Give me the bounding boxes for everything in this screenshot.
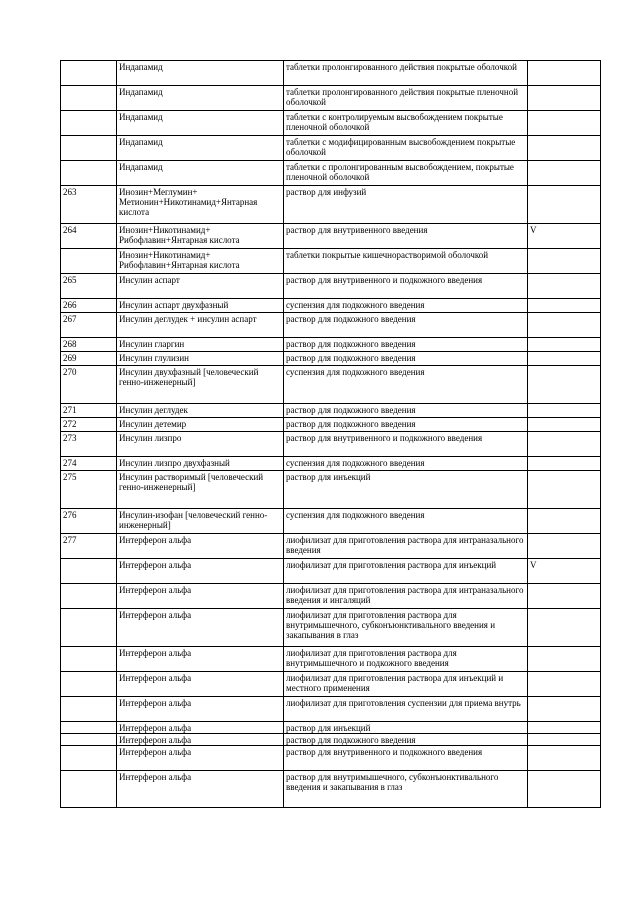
mark-cell [528, 771, 601, 808]
row-number-cell: 268 [61, 338, 117, 352]
table-row [61, 672, 601, 697]
dosage-form-cell: лиофилизат для приготовления раствора для инъекций [284, 559, 528, 584]
dosage-form-cell: таблетки с пролонгированным высвобождением, покрытые пленочной оболочкой [284, 161, 528, 186]
row-number-cell [61, 734, 117, 746]
mark-cell [528, 584, 601, 609]
row-number-cell [61, 722, 117, 734]
row-number-cell [61, 136, 117, 161]
drug-name-cell: Инсулин детемир [117, 418, 284, 432]
dosage-form-cell: раствор для инъекций [284, 471, 528, 509]
table-row [61, 313, 601, 338]
mark-cell [528, 534, 601, 559]
dosage-form-cell: таблетки пролонгированного действия покрытые пленочной оболочкой [284, 86, 528, 111]
drug-name-cell: Интерферон альфа [117, 584, 284, 609]
mark-cell [528, 313, 601, 338]
row-number-cell: 264 [61, 224, 117, 249]
dosage-form-cell: суспензия для подкожного введения [284, 509, 528, 534]
mark-cell [528, 111, 601, 136]
drug-name-cell: Инсулин двухфазный [человеческий генно-инженерный] [117, 366, 284, 404]
drug-name-cell: Индапамид [117, 136, 284, 161]
table-row [61, 338, 601, 352]
row-number-cell: 263 [61, 186, 117, 224]
table-row [61, 771, 601, 808]
drug-name-cell: Интерферон альфа [117, 534, 284, 559]
mark-cell: V [528, 224, 601, 249]
mark-cell [528, 86, 601, 111]
row-number-cell [61, 249, 117, 274]
dosage-form-cell: таблетки покрытые кишечнорастворимой оболочкой [284, 249, 528, 274]
row-number-cell [61, 86, 117, 111]
row-number-cell [61, 771, 117, 808]
mark-cell [528, 471, 601, 509]
dosage-form-cell: лиофилизат для приготовления суспензии для приема внутрь [284, 697, 528, 722]
table-row [61, 404, 601, 418]
mark-cell [528, 722, 601, 734]
table-body [61, 61, 601, 808]
dosage-form-cell: раствор для подкожного введения [284, 313, 528, 338]
mark-cell [528, 609, 601, 647]
row-number-cell: 277 [61, 534, 117, 559]
dosage-form-cell: суспензия для подкожного введения [284, 457, 528, 471]
row-number-cell: 272 [61, 418, 117, 432]
mark-cell [528, 161, 601, 186]
row-number-cell: 269 [61, 352, 117, 366]
drug-name-cell: Интерферон альфа [117, 697, 284, 722]
dosage-form-cell: лиофилизат для приготовления раствора для внутримышечного, субконъюнктивального введения и закапывания в глаз [284, 609, 528, 647]
mark-cell [528, 697, 601, 722]
dosage-form-cell: таблетки с модифицированным высвобождением покрытые оболочкой [284, 136, 528, 161]
dosage-form-cell: раствор для подкожного введения [284, 418, 528, 432]
table-row [61, 457, 601, 471]
row-number-cell: 267 [61, 313, 117, 338]
drug-name-cell: Интерферон альфа [117, 734, 284, 746]
drug-name-cell: Индапамид [117, 61, 284, 86]
mark-cell [528, 299, 601, 313]
mark-cell [528, 672, 601, 697]
mark-cell [528, 136, 601, 161]
table-row [61, 471, 601, 509]
dosage-form-cell: таблетки с контролируемым высвобождением покрытые пленочной оболочкой [284, 111, 528, 136]
dosage-form-cell: суспензия для подкожного введения [284, 366, 528, 404]
row-number-cell [61, 672, 117, 697]
mark-cell [528, 366, 601, 404]
row-number-cell [61, 61, 117, 86]
table-row [61, 509, 601, 534]
mark-cell [528, 352, 601, 366]
dosage-form-cell: раствор для инфузий [284, 186, 528, 224]
drug-name-cell: Инсулин деглудек [117, 404, 284, 418]
table-row [61, 86, 601, 111]
drug-name-cell: Индапамид [117, 86, 284, 111]
mark-cell [528, 338, 601, 352]
dosage-form-cell: раствор для инъекций [284, 722, 528, 734]
dosage-form-cell: суспензия для подкожного введения [284, 299, 528, 313]
mark-cell [528, 457, 601, 471]
drug-name-cell: Инсулин гларгин [117, 338, 284, 352]
row-number-cell [61, 161, 117, 186]
drug-name-cell: Инсулин аспарт [117, 274, 284, 299]
dosage-form-cell: раствор для подкожного введения [284, 338, 528, 352]
table-row [61, 746, 601, 771]
mark-cell [528, 418, 601, 432]
dosage-form-cell: раствор для подкожного введения [284, 352, 528, 366]
drug-name-cell: Инсулин аспарт двухфазный [117, 299, 284, 313]
table-row [61, 249, 601, 274]
mark-cell [528, 509, 601, 534]
row-number-cell: 273 [61, 432, 117, 457]
dosage-form-cell: таблетки пролонгированного действия покрытые оболочкой [284, 61, 528, 86]
drug-name-cell: Инозин+Никотинамид+ Рибофлавин+Янтарная кислота [117, 224, 284, 249]
row-number-cell: 271 [61, 404, 117, 418]
table-row [61, 559, 601, 584]
table-row [61, 647, 601, 672]
drug-name-cell: Интерферон альфа [117, 559, 284, 584]
dosage-form-cell: лиофилизат для приготовления раствора для интраназального введения [284, 534, 528, 559]
dosage-form-cell: раствор для внутримышечного, субконъюнктивального введения и закапывания в глаз [284, 771, 528, 808]
mark-cell [528, 249, 601, 274]
drug-name-cell: Инсулин глулизин [117, 352, 284, 366]
dosage-form-cell: раствор для подкожного введения [284, 404, 528, 418]
dosage-form-cell: раствор для внутривенного введения [284, 224, 528, 249]
drug-name-cell: Интерферон альфа [117, 722, 284, 734]
drug-name-cell: Интерферон альфа [117, 609, 284, 647]
table-row [61, 534, 601, 559]
table-row [61, 224, 601, 249]
table-row [61, 418, 601, 432]
drug-name-cell: Инсулин лизпро двухфазный [117, 457, 284, 471]
row-number-cell: 275 [61, 471, 117, 509]
table-row [61, 352, 601, 366]
dosage-form-cell: раствор для внутривенного и подкожного введения [284, 432, 528, 457]
drug-name-cell: Инозин+Меглумин+ Метионин+Никотинамид+Янтарная кислота [117, 186, 284, 224]
row-number-cell [61, 584, 117, 609]
row-number-cell: 270 [61, 366, 117, 404]
table-row [61, 299, 601, 313]
table-row [61, 584, 601, 609]
mark-cell [528, 734, 601, 746]
dosage-form-cell: раствор для внутривенного и подкожного введения [284, 746, 528, 771]
row-number-cell: 266 [61, 299, 117, 313]
table-row [61, 432, 601, 457]
drug-name-cell: Интерферон альфа [117, 771, 284, 808]
row-number-cell: 276 [61, 509, 117, 534]
mark-cell [528, 746, 601, 771]
drug-name-cell: Индапамид [117, 111, 284, 136]
drug-name-cell: Инсулин деглудек + инсулин аспарт [117, 313, 284, 338]
dosage-form-cell: раствор для подкожного введения [284, 734, 528, 746]
table-row [61, 722, 601, 734]
row-number-cell [61, 111, 117, 136]
dosage-form-cell: лиофилизат для приготовления раствора для интраназального введения и ингаляций [284, 584, 528, 609]
mark-cell [528, 404, 601, 418]
table-row [61, 111, 601, 136]
table-row [61, 136, 601, 161]
row-number-cell [61, 746, 117, 771]
drug-name-cell: Инсулин растворимый [человеческий генно-инженерный] [117, 471, 284, 509]
mark-cell [528, 274, 601, 299]
table-row [61, 161, 601, 186]
drug-name-cell: Инсулин лизпро [117, 432, 284, 457]
dosage-form-cell: лиофилизат для приготовления раствора для инъекций и местного применения [284, 672, 528, 697]
mark-cell [528, 432, 601, 457]
drug-name-cell: Интерферон альфа [117, 672, 284, 697]
drug-name-cell: Инсулин-изофан [человеческий генно-инженерный] [117, 509, 284, 534]
row-number-cell [61, 697, 117, 722]
dosage-form-cell: лиофилизат для приготовления раствора для внутримышечного и подкожного введения [284, 647, 528, 672]
table-row [61, 734, 601, 746]
mark-cell [528, 186, 601, 224]
drug-name-cell: Интерферон альфа [117, 647, 284, 672]
mark-cell [528, 61, 601, 86]
row-number-cell: 274 [61, 457, 117, 471]
drug-name-cell: Интерферон альфа [117, 746, 284, 771]
mark-cell [528, 647, 601, 672]
mark-cell: V [528, 559, 601, 584]
table-row [61, 61, 601, 86]
table-row [61, 697, 601, 722]
dosage-form-cell: раствор для внутривенного и подкожного введения [284, 274, 528, 299]
row-number-cell [61, 609, 117, 647]
row-number-cell: 265 [61, 274, 117, 299]
table-row [61, 366, 601, 404]
table-row [61, 186, 601, 224]
drug-list-table [60, 60, 601, 808]
table-row [61, 609, 601, 647]
drug-name-cell: Инозин+Никотинамид+ Рибофлавин+Янтарная кислота [117, 249, 284, 274]
table-row [61, 274, 601, 299]
row-number-cell [61, 559, 117, 584]
drug-name-cell: Индапамид [117, 161, 284, 186]
row-number-cell [61, 647, 117, 672]
